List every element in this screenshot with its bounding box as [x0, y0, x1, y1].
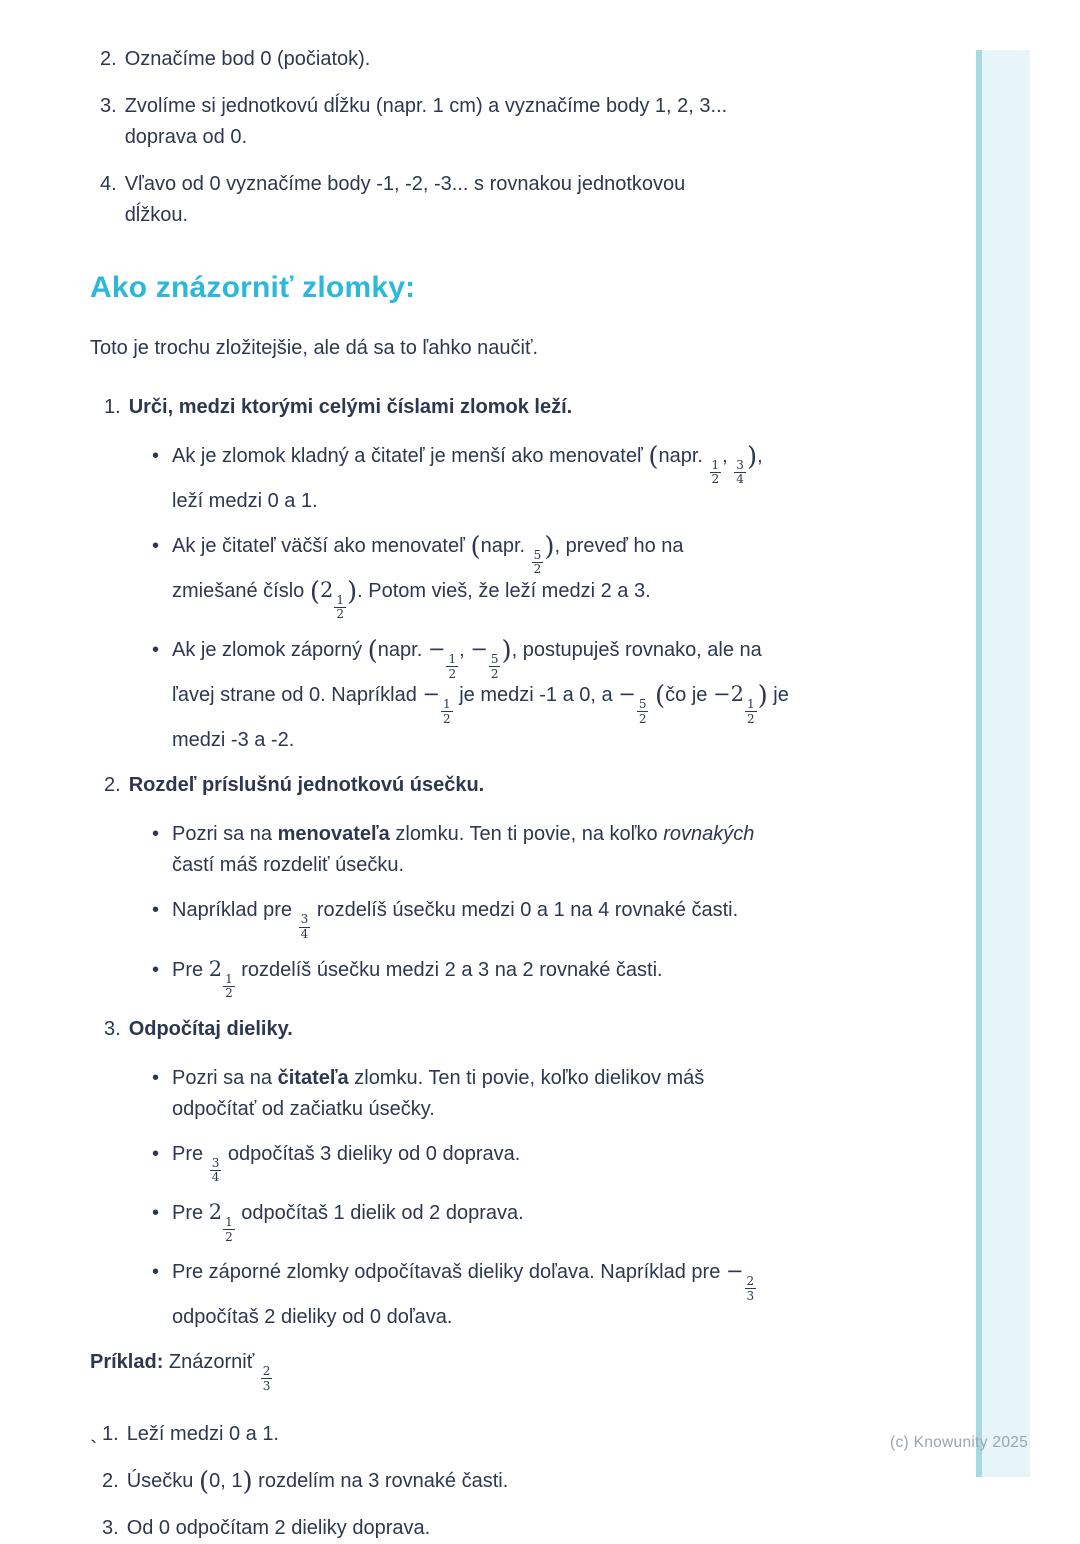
bullet-text: Pre 2 $\frac{1}{2}$ rozdelíš úsečku medzi 2 a 3 na 2 rovnaké časti. [172, 956, 663, 1001]
fraction: $\frac{1}{2}$ [746, 697, 755, 726]
bullet-icon: • [152, 1066, 160, 1089]
list-marker: 3. [104, 1017, 121, 1040]
stray-backtick-mark: ` [90, 1436, 98, 1461]
step-item [104, 770, 838, 999]
fraction: $\frac{1}{2}$ [225, 1215, 233, 1244]
list-item-text: Leží medzi 0 a 1. [126, 1422, 279, 1445]
example-label: Príklad: Znázorniť $\frac{2}{3}$ [90, 1351, 271, 1393]
bullet-item [152, 1257, 838, 1333]
step-title: Rozdeľ príslušnú jednotkovú úsečku. [128, 774, 485, 797]
bullet-text: Pre $\frac{3}{4}$ odpočítaš 3 dieliky od 0 doprava. [172, 1142, 521, 1185]
list-marker: 2. [102, 1469, 119, 1492]
bullet-text: Pre záporné zlomky odpočítavaš dieliky doľava. Napríklad pre − $\frac{2}{3}$ odpočítaš 2 dieliky od 0 doľava. [172, 1259, 755, 1329]
step-title: Urči, medzi ktorými celými číslami zlomok leží. [128, 395, 573, 418]
fraction: $\frac{5}{2}$ [533, 547, 542, 577]
list-item-text: Zvolíme si jednotkovú dĺžku (napr. 1 cm) a vyznačíme body 1, 2, 3... doprava od 0. [124, 95, 728, 148]
bullet-item [152, 635, 838, 756]
bullet-item [152, 1063, 838, 1125]
intro-paragraph: Toto je trochu zložitejšie, ale dá sa to ľahko naučiť. [90, 336, 539, 359]
bullet-text: Ak je čitateľ väčší ako menovateľ (napr. $\frac{5}{2}$ ), preveď ho na zmiešané číslo (2 $\frac{1}{2}$ ). Potom vieš, že leží medzi 2 a 3. [172, 531, 684, 622]
fraction: $\frac{3}{4}$ [211, 1155, 220, 1185]
step-heading [104, 392, 838, 423]
step-heading [104, 770, 838, 801]
fraction: $\frac{2}{3}$ [746, 1274, 755, 1303]
fraction: $\frac{3}{4}$ [300, 912, 309, 942]
bullet-icon: • [152, 1261, 160, 1284]
bullet-item [152, 819, 838, 881]
list-item [102, 1513, 838, 1544]
list-item-text: Označíme bod 0 (počiatok). [124, 48, 371, 70]
fraction: $\frac{1}{2}$ [225, 971, 233, 1001]
bullet-icon: • [152, 534, 160, 557]
side-stripe [976, 50, 1030, 1477]
bullet-icon: • [152, 1142, 160, 1165]
list-item-text: Od 0 odpočítam 2 dieliky doprava. [126, 1516, 431, 1539]
bullet-text: Ak je zlomok záporný (napr. − $\frac{1}{2}$ , − $\frac{5}{2}$ ), postupuješ rovnako, ale na ľavej strane od 0. Napríklad − $\frac{1}{2}$ je medzi -1 a 0, a − $\frac{5}{2}$ (čo je −2 $\frac{1}{2}$ ) je medzi -3 a -2. [172, 636, 789, 752]
list-item [102, 1466, 838, 1497]
list-item [100, 169, 838, 231]
bullet-text: Napríklad pre $\frac{3}{4}$ rozdelíš úsečku medzi 0 a 1 na 4 rovnaké časti. [172, 899, 739, 942]
bullet-icon: • [152, 958, 160, 981]
bullet-icon: • [152, 899, 160, 922]
fraction: $\frac{5}{2}$ [490, 652, 499, 681]
list-marker: 4. [100, 173, 117, 195]
bullet-icon: • [152, 1202, 160, 1224]
fraction: $\frac{1}{2}$ [336, 592, 345, 622]
list-item-text: Úsečku (0, 1) rozdelím na 3 rovnaké časti. [126, 1466, 509, 1497]
fraction: $\frac{2}{3}$ [262, 1364, 271, 1393]
bullet-text: Pozri sa na menovateľa zlomku. Ten ti povie, na koľko rovnakých častí máš rozdeliť úsečku. [172, 823, 755, 877]
list-item [100, 44, 838, 75]
list-item-text: Vľavo od 0 vyznačíme body -1, -2, -3... s rovnakou jednotkovou dĺžkou. [124, 173, 686, 226]
example-steps-list [102, 1419, 838, 1544]
fraction: $\frac{3}{4}$ [736, 457, 744, 487]
bullet-text: Pozri sa na čitateľa zlomku. Ten ti povie, koľko dielikov máš odpočítať od začiatku úsečky. [172, 1066, 705, 1120]
step-item [104, 1014, 838, 1334]
bullet-icon: • [152, 823, 160, 846]
bullet-item [152, 531, 838, 621]
step-heading [104, 1014, 838, 1045]
fraction: $\frac{5}{2}$ [638, 697, 647, 726]
list-marker: 3. [102, 1516, 119, 1539]
number-line-steps-list [100, 44, 838, 231]
bullet-text: Ak je zlomok kladný a čitateľ je menší ako menovateľ (napr. $\frac{1}{2}$ , $\frac{3}{4}$ ), leží medzi 0 a 1. [172, 441, 763, 512]
list-item [102, 1419, 838, 1450]
bullet-item [152, 955, 838, 1000]
list-marker: 2. [100, 48, 117, 70]
bullet-item [152, 1198, 838, 1243]
step-item [104, 392, 838, 757]
bullet-item [152, 895, 838, 940]
list-marker: 3. [100, 95, 117, 117]
list-marker: 1. [102, 1422, 119, 1445]
bullet-icon: • [152, 639, 160, 662]
list-marker: 2. [104, 774, 121, 797]
fraction: $\frac{1}{2}$ [443, 697, 451, 726]
fraction-steps-list [104, 392, 838, 1334]
bullet-item [152, 441, 838, 517]
bullet-item [152, 1139, 838, 1184]
copyright-footer: (c) Knowunity 2025 [890, 1434, 1029, 1451]
bullet-icon: • [152, 444, 160, 467]
list-item [100, 91, 838, 153]
step-title: Odpočítaj dieliky. [128, 1017, 293, 1040]
section-heading: Ako znázorniť zlomky: [90, 271, 416, 304]
fraction: $\frac{1}{2}$ [711, 457, 720, 487]
list-marker: 1. [104, 395, 121, 418]
bullet-text: Pre 2 $\frac{1}{2}$ odpočítaš 1 dielik od 2 doprava. [172, 1200, 524, 1244]
fraction: $\frac{1}{2}$ [448, 652, 457, 681]
document-content [90, 44, 838, 1544]
